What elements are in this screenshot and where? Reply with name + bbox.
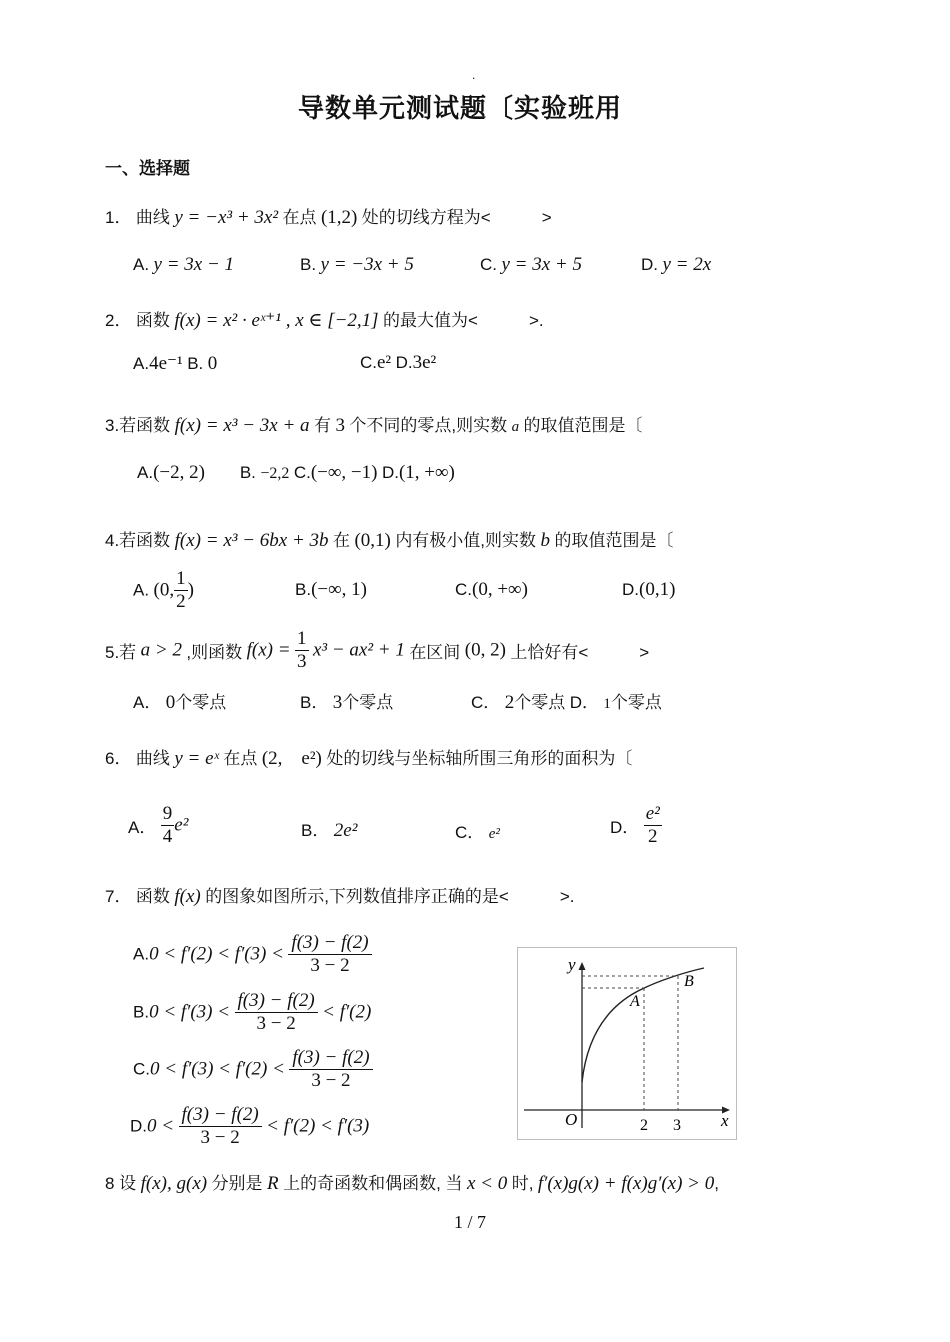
q5-option-a: A． 0个零点 [133, 692, 227, 713]
q1-option-d: D. y = 2x [641, 254, 712, 275]
q4-option-b: B.(−∞, 1) [295, 579, 367, 600]
q7-function-graph [517, 947, 737, 1140]
q5-option-cd: C． 2个零点 D． 1个零点 [471, 692, 662, 713]
tick-label-3: 3 [673, 1117, 681, 1134]
question-8: 8 设 f(x), g(x) 分别是 R 上的奇函数和偶函数, 当 x < 0 时, f′(x)g(x) + f(x)g′(x) > 0, [105, 1173, 719, 1194]
q4-option-a: A. (0, $\frac{1}{2}$ ) [133, 568, 194, 612]
q6-expression: y = eˣ [174, 748, 219, 769]
question-5: 5.若 a > 2 ,则函数 f(x) = $\frac{1}{3}$ x³ − ax² + 1 在区间 (0, 2) 上恰好有< > [105, 628, 650, 672]
q1-option-b: B. y = −3x + 5 [300, 254, 414, 275]
q4-option-c: C.(0, +∞) [455, 579, 528, 600]
q1-number: 1． [105, 208, 132, 227]
q1-expression: y = −x³ + 3x² [174, 207, 279, 228]
point-b-label: B [684, 973, 694, 990]
q5-option-b: B． 3个零点 [300, 692, 394, 713]
point-a-label: A [630, 993, 640, 1010]
q6-option-c: C． e² [455, 823, 500, 842]
question-7: 7． 函数 f(x) 的图象如图所示,下列数值排序正确的是< >. [105, 886, 575, 907]
y-axis-label: y [568, 955, 576, 974]
q2-option-ab: A.4e⁻¹ B. 0 [133, 353, 218, 374]
q2-option-cd: C.e² D.3e² [360, 352, 437, 373]
x-axis-label: x [721, 1111, 729, 1130]
question-1 [105, 203, 552, 229]
q7-option-b: B.0 < f′(3) < $\frac{f(3) - f(2)}{3 - 2}$ < f′(2) [133, 990, 372, 1034]
q1-option-c: C. y = 3x + 5 [480, 254, 582, 275]
q7-option-d: D.0 < $\frac{f(3) - f(2)}{3 - 2}$ < f′(2) < f′(3) [130, 1104, 370, 1148]
q3-options: A.(−2, 2) B. −2,2 C.(−∞, −1) D.(1, +∞) [137, 462, 455, 483]
q3-expression: f(x) = x³ − 3x + a [174, 415, 310, 436]
q3-pre: 3.若函数 [105, 416, 171, 435]
q6-option-b: B． 2e² [301, 820, 358, 841]
q1-mid: 在点 [282, 208, 317, 227]
origin-label: O [565, 1110, 578, 1129]
question-2 [105, 306, 544, 332]
q7-option-a: A.0 < f′(2) < f′(3) < $\frac{f(3) - f(2)}{3 - 2}$ [133, 932, 372, 977]
q6-option-a: A． $\frac{9}{4}$ e² [128, 803, 189, 847]
q4-expression: f(x) = x³ − 6bx + 3b [174, 530, 329, 551]
page-number: 1 / 7 [454, 1212, 487, 1232]
section-heading: 一、选择题 [105, 159, 190, 178]
question-3: 3.若函数 f(x) = x³ − 3x + a 有 3 个不同的零点,则实数 a 的取值范围是〔 [105, 415, 643, 436]
q2-number: 2． [105, 311, 132, 330]
header-dot: . [472, 68, 476, 82]
q6-option-d: D． $\frac{\text{e²}}{2}$ [610, 803, 660, 847]
q1-option-a: A. y = 3x − 1 [133, 254, 235, 275]
question-4: 4.若函数 f(x) = x³ − 6bx + 3b 在 (0,1) 内有极小值,则实数 b 的取值范围是〔 [105, 530, 674, 551]
q2-pre: 函数 [135, 311, 170, 330]
q1-post: 处的切线方程为< > [361, 208, 552, 227]
q2-expression: f(x) = x² · eˣ⁺¹ , x ∈ [−2,1] [174, 310, 379, 331]
question-6: 6． 曲线 y = eˣ 在点 (2, e²) 处的切线与坐标轴所围三角形的面积为〔 [105, 748, 633, 769]
q1-point: (1,2) [320, 207, 358, 228]
tick-label-2: 2 [640, 1117, 648, 1134]
y-axis-arrow [579, 962, 586, 970]
graph-svg [518, 948, 736, 1139]
page-title: 导数单元测试题〔实验班用 [298, 93, 623, 123]
q1-pre: 曲线 [135, 208, 170, 227]
q2-post: 的最大值为< >. [383, 311, 544, 330]
q4-option-d: D.(0,1) [622, 579, 676, 600]
q7-option-c: C.0 < f′(3) < f′(2) < $\frac{f(3) - f(2)}{3 - 2}$ [133, 1047, 373, 1092]
